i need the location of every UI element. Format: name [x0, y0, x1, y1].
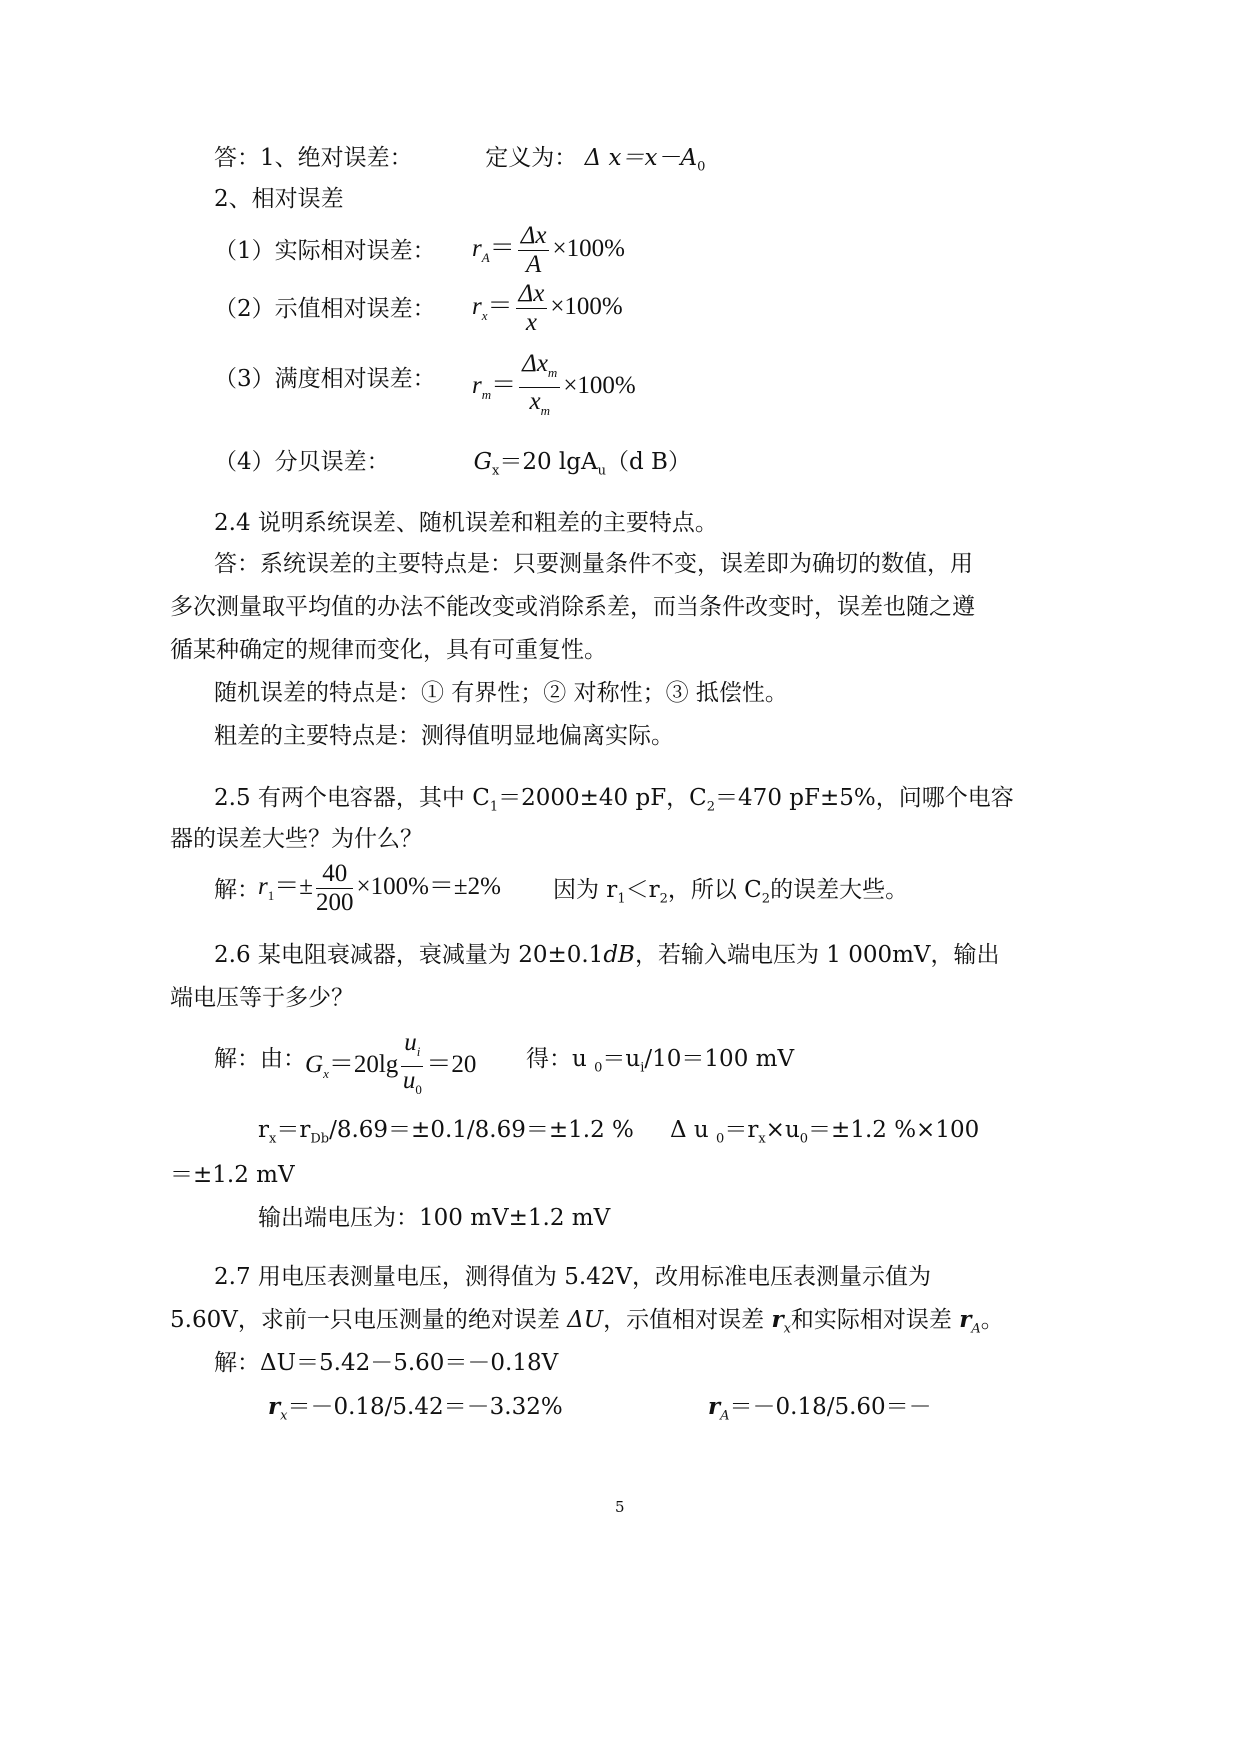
q26-gain-formula: $G_x=20\lg$ $\frac{u_i}{u_0}$ ＝20 — [305, 1029, 477, 1097]
q27-line-2: 5.60V，求前一只电压测量的绝对误差 ΔU，示值相对误差 $r_x$和实际相对误差 $r_A$。 — [170, 1306, 1004, 1337]
q26-got: 得：u $_0=u_i/10=100$ mV — [526, 1046, 795, 1076]
db-error-line: （4）分贝误差： $G_x=20$ lgA$_u$（d B） — [214, 449, 691, 479]
q25-solution-label: 解： — [214, 877, 260, 903]
abs-error-formula: Δ x＝x－A — [584, 145, 698, 171]
item-1-formula: $r_A=$ $\frac{\Delta x}{A}$ ×100% — [472, 222, 625, 278]
q26-solution-label: 解：由： — [214, 1046, 306, 1072]
item-2-label: （2）示值相对误差： — [214, 296, 436, 322]
q26-line-1: 2.6 某电阻衰减器，衰减量为 20±0.1dB，若输入端电压为 1 000mV，输出 — [214, 942, 1000, 968]
q26-delta-u: Δ u $_0=r_x\times u_0=\pm 1.2$ %×100 — [670, 1117, 980, 1147]
q26-output: 输出端电压为：100 mV±1.2 mV — [258, 1205, 611, 1231]
abs-error-def-label: 定义为： — [485, 145, 578, 171]
q27-solution: 解：ΔU＝5.42－5.60＝－0.18V — [214, 1350, 559, 1376]
page-number: 5 — [615, 1498, 625, 1516]
q26-rx: $r_x=r_{Db}/8.69=\pm 0.1/8.69=\pm 1.2$ % — [258, 1117, 634, 1147]
q27-ra: $r_A=-0.18/5.60=-$ — [708, 1393, 932, 1424]
q25-reason: 因为 $r_1<r_2$，所以 $C_2$的误差大些。 — [553, 877, 909, 907]
q27-rx: $r_x=-0.18/5.42=-3.32\%$ — [268, 1393, 563, 1424]
q25-solution-formula: $r_1=\pm$ $\frac{40}{200}$ ×100%＝±2% — [258, 860, 501, 916]
q24-title: 2.4 说明系统误差、随机误差和粗差的主要特点。 — [214, 510, 718, 536]
rel-error-heading: 2、相对误差 — [214, 186, 344, 212]
q26-line-2: 端电压等于多少？ — [170, 985, 354, 1011]
q25-line-1: 2.5 有两个电容器，其中 $C_1=2000\pm 40$ pF，$C_2=470$ pF±5%，问哪个电容 — [214, 785, 1014, 815]
item-3-label: （3）满度相对误差： — [214, 366, 436, 392]
abs-error-label: 答：1、绝对误差： — [214, 145, 413, 171]
q24-answer-3: 循某种确定的规律而变化，具有可重复性。 — [170, 637, 607, 663]
item-3-formula: $r_m=$ $\frac{\Delta x_m}{x_m}$ ×100% — [472, 350, 636, 418]
q24-answer-4: 随机误差的特点是：① 有界性；② 对称性；③ 抵偿性。 — [214, 680, 788, 706]
abs-error-line: 答：1、绝对误差： 定义为： Δ $x=x-A_0$ — [214, 145, 706, 175]
q24-answer-1: 答：系统误差的主要特点是：只要测量条件不变，误差即为确切的数值，用 — [214, 551, 973, 577]
item-2-formula: $r_x=$ $\frac{\Delta x}{x}$ ×100% — [472, 280, 623, 336]
q24-answer-2: 多次测量取平均值的办法不能改变或消除系差，而当条件改变时，误差也随之遵 — [170, 594, 975, 620]
q24-answer-5: 粗差的主要特点是：测得值明显地偏离实际。 — [214, 723, 674, 749]
q25-line-2: 器的误差大些？为什么？ — [170, 826, 423, 852]
item-1-label: （1）实际相对误差： — [214, 238, 436, 264]
q26-continuation: ＝±1.2 mV — [170, 1162, 295, 1188]
q27-line-1: 2.7 用电压表测量电压，测得值为 5.42V，改用标准电压表测量示值为 — [214, 1264, 932, 1290]
